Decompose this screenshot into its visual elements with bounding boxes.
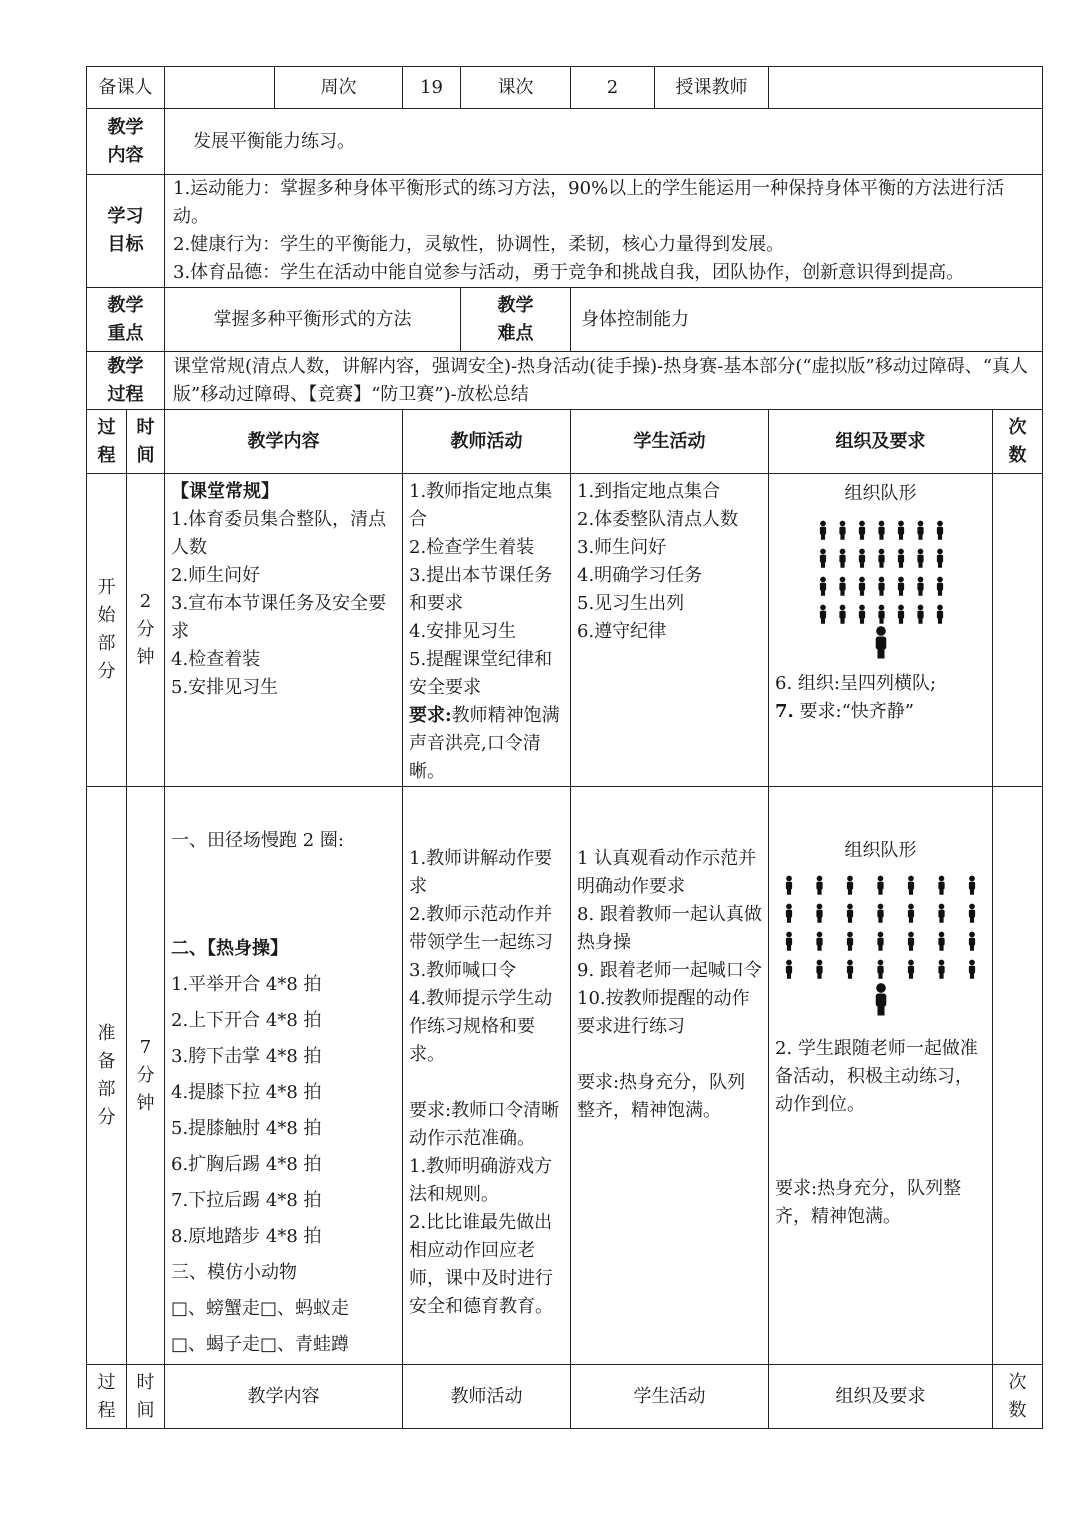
- col-student: 学生活动: [571, 1365, 769, 1429]
- student-figure-icon: [858, 605, 864, 624]
- lesson-plan-document: [86, 66, 1042, 1429]
- objectives-row: [87, 175, 1043, 288]
- objective-item: 1.运动能力：掌握多种身体平衡形式的练习方法，90%以上的学生能运用一种保持身体平衡的方法进行活动。: [173, 178, 1005, 227]
- student-figure-icon: [816, 960, 822, 979]
- prep-teacher-body-2: 要求:教师口令清晰动作示范准确。 1.教师明确游戏方法和规则。 2.比比谁最先做出相应动作回应老师，课中及时进行安全和德育教育。: [409, 1100, 560, 1317]
- student-figure-icon: [816, 876, 822, 895]
- student-figure-icon: [907, 876, 913, 895]
- prep-jog: 一、田径场慢跑 2 圈:: [171, 830, 344, 851]
- student-figure-icon: [917, 549, 923, 568]
- student-figure-icon: [877, 960, 883, 979]
- col-time: 时 间: [127, 410, 165, 474]
- warmup-item: 8.原地踏步 4*8 拍: [171, 1226, 322, 1247]
- difficulty-label: 教学 难点: [461, 288, 571, 352]
- org-note-2-number: 7.: [775, 701, 794, 722]
- col-org: 组织及要求: [769, 410, 993, 474]
- column-header-row: [87, 410, 1043, 474]
- prep-org: [769, 787, 993, 1365]
- teacher-value: [769, 67, 1043, 109]
- prep-student-requirement: 要求:热身充分，队列整齐，精神饱满。: [577, 1072, 746, 1121]
- student-figure-icon: [839, 605, 845, 624]
- col-student: 学生活动: [571, 410, 769, 474]
- warmup-item: 1.平举开合 4*8 拍: [171, 974, 322, 995]
- teacher-figure-icon: [875, 626, 886, 658]
- col-time: 时 间: [127, 1365, 165, 1429]
- student-figure-icon: [846, 960, 852, 979]
- student-figure-icon: [785, 876, 791, 895]
- prep-teacher: [403, 787, 571, 1365]
- start-content-body: 1.体育委员集合整队，清点人数 2.师生问好 3.宣布本节课任务及安全要求 4.检查着装 5.安排见习生: [171, 509, 387, 698]
- teacher-label: 授课教师: [655, 67, 769, 109]
- student-figure-icon: [968, 960, 974, 979]
- warmup-item: 6.扩胸后踢 4*8 拍: [171, 1154, 322, 1175]
- student-figure-icon: [897, 521, 903, 540]
- warmup-item: 7.下拉后踢 4*8 拍: [171, 1190, 322, 1211]
- student-figure-icon: [877, 904, 883, 923]
- col-teacher: 教师活动: [403, 410, 571, 474]
- student-figure-icon: [897, 605, 903, 624]
- start-teacher-body: 1.教师指定地点集合 2.检查学生着装 3.提出本节课任务和要求 4.安排见习生 5.提醒课堂纪律和安全要求: [409, 481, 553, 698]
- student-figure-icon: [897, 549, 903, 568]
- student-figure-icon: [785, 960, 791, 979]
- student-figure-icon: [858, 521, 864, 540]
- student-figure-icon: [878, 605, 884, 624]
- org-note-2-text: 要求:“快齐静”: [793, 701, 914, 722]
- start-student: 1.到指定地点集合 2.体委整队清点人数 3.师生问好 4.明确学习任务 5.见习生出列 6.遵守纪律: [571, 474, 769, 787]
- student-figure-icon: [877, 932, 883, 951]
- student-figure-icon: [819, 549, 825, 568]
- warmup-item: □、蝎子走□、青蛙蹲: [171, 1334, 350, 1355]
- student-figure-icon: [938, 904, 944, 923]
- start-count: [993, 474, 1043, 787]
- student-figure-icon: [968, 932, 974, 951]
- process-row: [87, 352, 1043, 410]
- org-note-1: 6. 组织:呈四列横队;: [775, 673, 937, 694]
- header-row: [87, 67, 1043, 109]
- lesson-value: 2: [571, 67, 655, 109]
- student-figure-icon: [839, 549, 845, 568]
- requirement-label: 要求:: [409, 705, 452, 726]
- col-count: 次 数: [993, 410, 1043, 474]
- formation-diagram-prep: [781, 871, 981, 1021]
- start-teacher-requirement: [409, 702, 564, 786]
- student-figure-icon: [858, 577, 864, 596]
- formation-title: 组织队形: [844, 483, 917, 504]
- process-label: 教学 过程: [87, 352, 165, 410]
- prep-count: [993, 787, 1043, 1365]
- prep-student: [571, 787, 769, 1365]
- start-content-title: 【课堂常规】: [171, 481, 279, 502]
- objective-item: 3.体育品德：学生在活动中能自觉参与活动，勇于竞争和挑战自我，团队协作，创新意识得到提高。: [173, 262, 965, 283]
- start-time: 2 分 钟: [127, 474, 165, 787]
- student-figure-icon: [936, 605, 942, 624]
- key-points-row: [87, 288, 1043, 352]
- lesson-label: 课次: [461, 67, 571, 109]
- student-figure-icon: [936, 577, 942, 596]
- student-figure-icon: [846, 876, 852, 895]
- prep-org-requirement: 要求:热身充分，队列整齐，精神饱满。: [775, 1178, 962, 1227]
- student-figure-icon: [878, 521, 884, 540]
- objective-item: 2.健康行为：学生的平衡能力，灵敏性，协调性，柔韧，核心力量得到发展。: [173, 234, 785, 255]
- start-org: [769, 474, 993, 787]
- prep-stage: 准 备 部 分: [87, 787, 127, 1365]
- lesson-plan-table: [86, 66, 1043, 1429]
- warmup-item: □、螃蟹走□、蚂蚁走: [171, 1298, 350, 1319]
- student-figure-icon: [907, 932, 913, 951]
- warmup-item: 3.胯下击掌 4*8 拍: [171, 1046, 322, 1067]
- preparer-label: 备课人: [87, 67, 165, 109]
- col-teacher: 教师活动: [403, 1365, 571, 1429]
- student-figure-icon: [897, 577, 903, 596]
- teacher-figure-icon: [875, 983, 886, 1015]
- week-value: 19: [403, 67, 461, 109]
- student-figure-icon: [907, 960, 913, 979]
- key-points-value: 掌握多种平衡形式的方法: [165, 288, 461, 352]
- student-figure-icon: [816, 904, 822, 923]
- formation-title: 组织队形: [844, 840, 917, 861]
- warmup-item: 三、模仿小动物: [171, 1262, 297, 1283]
- student-figure-icon: [938, 876, 944, 895]
- student-figure-icon: [819, 605, 825, 624]
- student-figure-icon: [968, 904, 974, 923]
- content-row: [87, 109, 1043, 175]
- formation-diagram-start: [811, 514, 951, 664]
- col-stage: 过 程: [87, 1365, 127, 1429]
- prep-warmup-title: 二、【热身操】: [171, 938, 288, 959]
- difficulty-value: 身体控制能力: [571, 288, 1043, 352]
- student-figure-icon: [968, 876, 974, 895]
- prep-section-row: [87, 787, 1043, 1365]
- process-value: 课堂常规(清点人数，讲解内容，强调安全)-热身活动(徒手操)-热身赛-基本部分(“虚拟版”移动过障碍、“真人版”移动过障碍、【竞赛】“防卫赛”)-放松总结: [165, 352, 1043, 410]
- column-header-row-bottom: [87, 1365, 1043, 1429]
- student-figure-icon: [938, 960, 944, 979]
- student-figure-icon: [846, 932, 852, 951]
- key-points-label: 教学 重点: [87, 288, 165, 352]
- student-figure-icon: [938, 932, 944, 951]
- student-figure-icon: [839, 577, 845, 596]
- student-figure-icon: [936, 521, 942, 540]
- warmup-item: 5.提膝触肘 4*8 拍: [171, 1118, 322, 1139]
- col-stage: 过 程: [87, 410, 127, 474]
- student-figure-icon: [917, 605, 923, 624]
- prep-time: 7 分 钟: [127, 787, 165, 1365]
- col-count: 次 数: [993, 1365, 1043, 1429]
- student-figure-icon: [917, 521, 923, 540]
- student-figure-icon: [839, 521, 845, 540]
- student-figure-icon: [877, 876, 883, 895]
- start-stage: 开 始 部 分: [87, 474, 127, 787]
- col-content: 教学内容: [165, 1365, 403, 1429]
- start-content: [165, 474, 403, 787]
- student-figure-icon: [878, 549, 884, 568]
- start-teacher: [403, 474, 571, 787]
- student-figure-icon: [936, 549, 942, 568]
- org-note-2: [775, 698, 986, 726]
- objectives-list: [165, 175, 1043, 288]
- content-value: 发展平衡能力练习。: [165, 109, 1043, 175]
- student-figure-icon: [819, 577, 825, 596]
- prep-content: [165, 787, 403, 1365]
- student-figure-icon: [907, 904, 913, 923]
- start-section-row: [87, 474, 1043, 787]
- preparer-value: [165, 67, 275, 109]
- student-figure-icon: [878, 577, 884, 596]
- week-label: 周次: [275, 67, 403, 109]
- student-figure-icon: [858, 549, 864, 568]
- warmup-item: 4.提膝下拉 4*8 拍: [171, 1082, 322, 1103]
- prep-student-body: 1 认真观看动作示范并明确动作要求 8. 跟着教师一起认真做热身操 9. 跟着老师一起喊口令 10.按教师提醒的动作要求进行练习: [577, 848, 762, 1037]
- warmup-item: 2.上下开合 4*8 拍: [171, 1010, 322, 1031]
- prep-org-note: 2. 学生跟随老师一起做准备活动，积极主动练习，动作到位。: [775, 1038, 978, 1115]
- col-content: 教学内容: [165, 410, 403, 474]
- objectives-label: 学习 目标: [87, 175, 165, 288]
- student-figure-icon: [785, 932, 791, 951]
- student-figure-icon: [785, 904, 791, 923]
- col-org: 组织及要求: [769, 1365, 993, 1429]
- content-label: 教学 内容: [87, 109, 165, 175]
- student-figure-icon: [816, 932, 822, 951]
- student-figure-icon: [846, 904, 852, 923]
- prep-teacher-body: 1.教师讲解动作要求 2.教师示范动作并带领学生一起练习 3.教师喊口令 4.教师提示学生动作练习规格和要求。: [409, 848, 553, 1065]
- student-figure-icon: [917, 577, 923, 596]
- requirement-text: 教师精神饱满声音洪亮,口令清晰。: [409, 705, 560, 782]
- student-figure-icon: [819, 521, 825, 540]
